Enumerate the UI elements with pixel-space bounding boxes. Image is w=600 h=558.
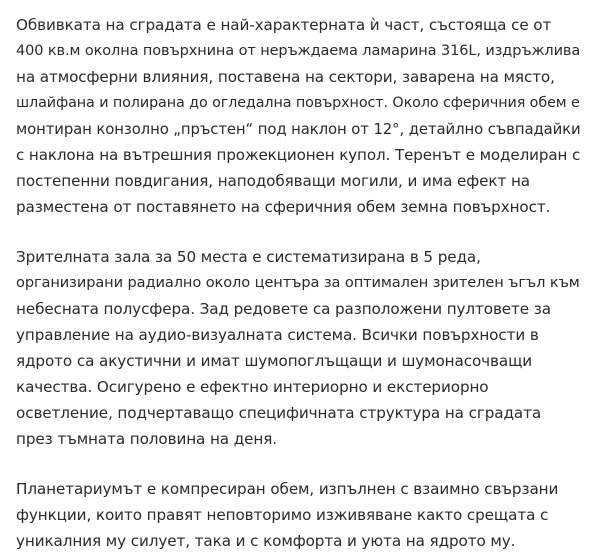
text-line: осветление, подчертаващо специфичната структура на сградата: [16, 404, 542, 422]
text-line: организирани радиално около центъра за оптимален зрителен ъгъл към: [16, 274, 580, 291]
text-line: функции, които правят неповторимо изживяване както срещата с: [16, 506, 549, 524]
text-line: монтиран конзолно „пръстен“ под наклон от 12°, детайлно съвпадайки: [16, 120, 581, 138]
text-line: Обвивката на сградата е най-характерната ѝ част, състояща се от: [16, 16, 552, 34]
text-line: 400 кв.м околна повърхнина от неръждаема ламарина 316L, издръжлива: [16, 43, 581, 59]
text-line: шлайфана и полирана до огледална повърхност. Около сферичния обем е: [16, 95, 580, 111]
text-line: Планетариумът е компресиран обем, изпълнен с взаимно свързани: [16, 480, 559, 498]
paragraph-planetarium: [16, 476, 584, 554]
paragraph-auditorium: [16, 244, 584, 452]
text-line: през тъмната половина на деня.: [16, 430, 277, 448]
text-line: качества. Осигурено е ефектно интериорно и екстериорно: [16, 378, 489, 396]
text-line: с наклона на вътрешния прожекционен купол. Теренът е моделиран с: [16, 146, 581, 164]
paragraph-envelope: [16, 12, 584, 220]
text-line: Зрителната зала за 50 места е систематизирана в 5 реда,: [16, 248, 481, 266]
text-line: небесната полусфера. Зад редовете са разположени пултовете за: [16, 300, 551, 318]
text-line: на атмосферни влияния, поставена на сектори, заварена на място,: [16, 68, 555, 86]
text-line: ядрото са акустични и имат шумопоглъщащи и шумонасочващи: [16, 352, 533, 370]
text-line: разместена от поставянето на сферичния обем земна повърхност.: [16, 198, 551, 216]
text-line: постепенни повдигания, наподобяващи могили, и има ефект на: [16, 172, 530, 190]
text-line: управление на аудио-визуалната система. Всички повърхности в: [16, 326, 539, 344]
text-line: уникалния му силует, така и с комфорта и уюта на ядрото му.: [16, 532, 516, 550]
